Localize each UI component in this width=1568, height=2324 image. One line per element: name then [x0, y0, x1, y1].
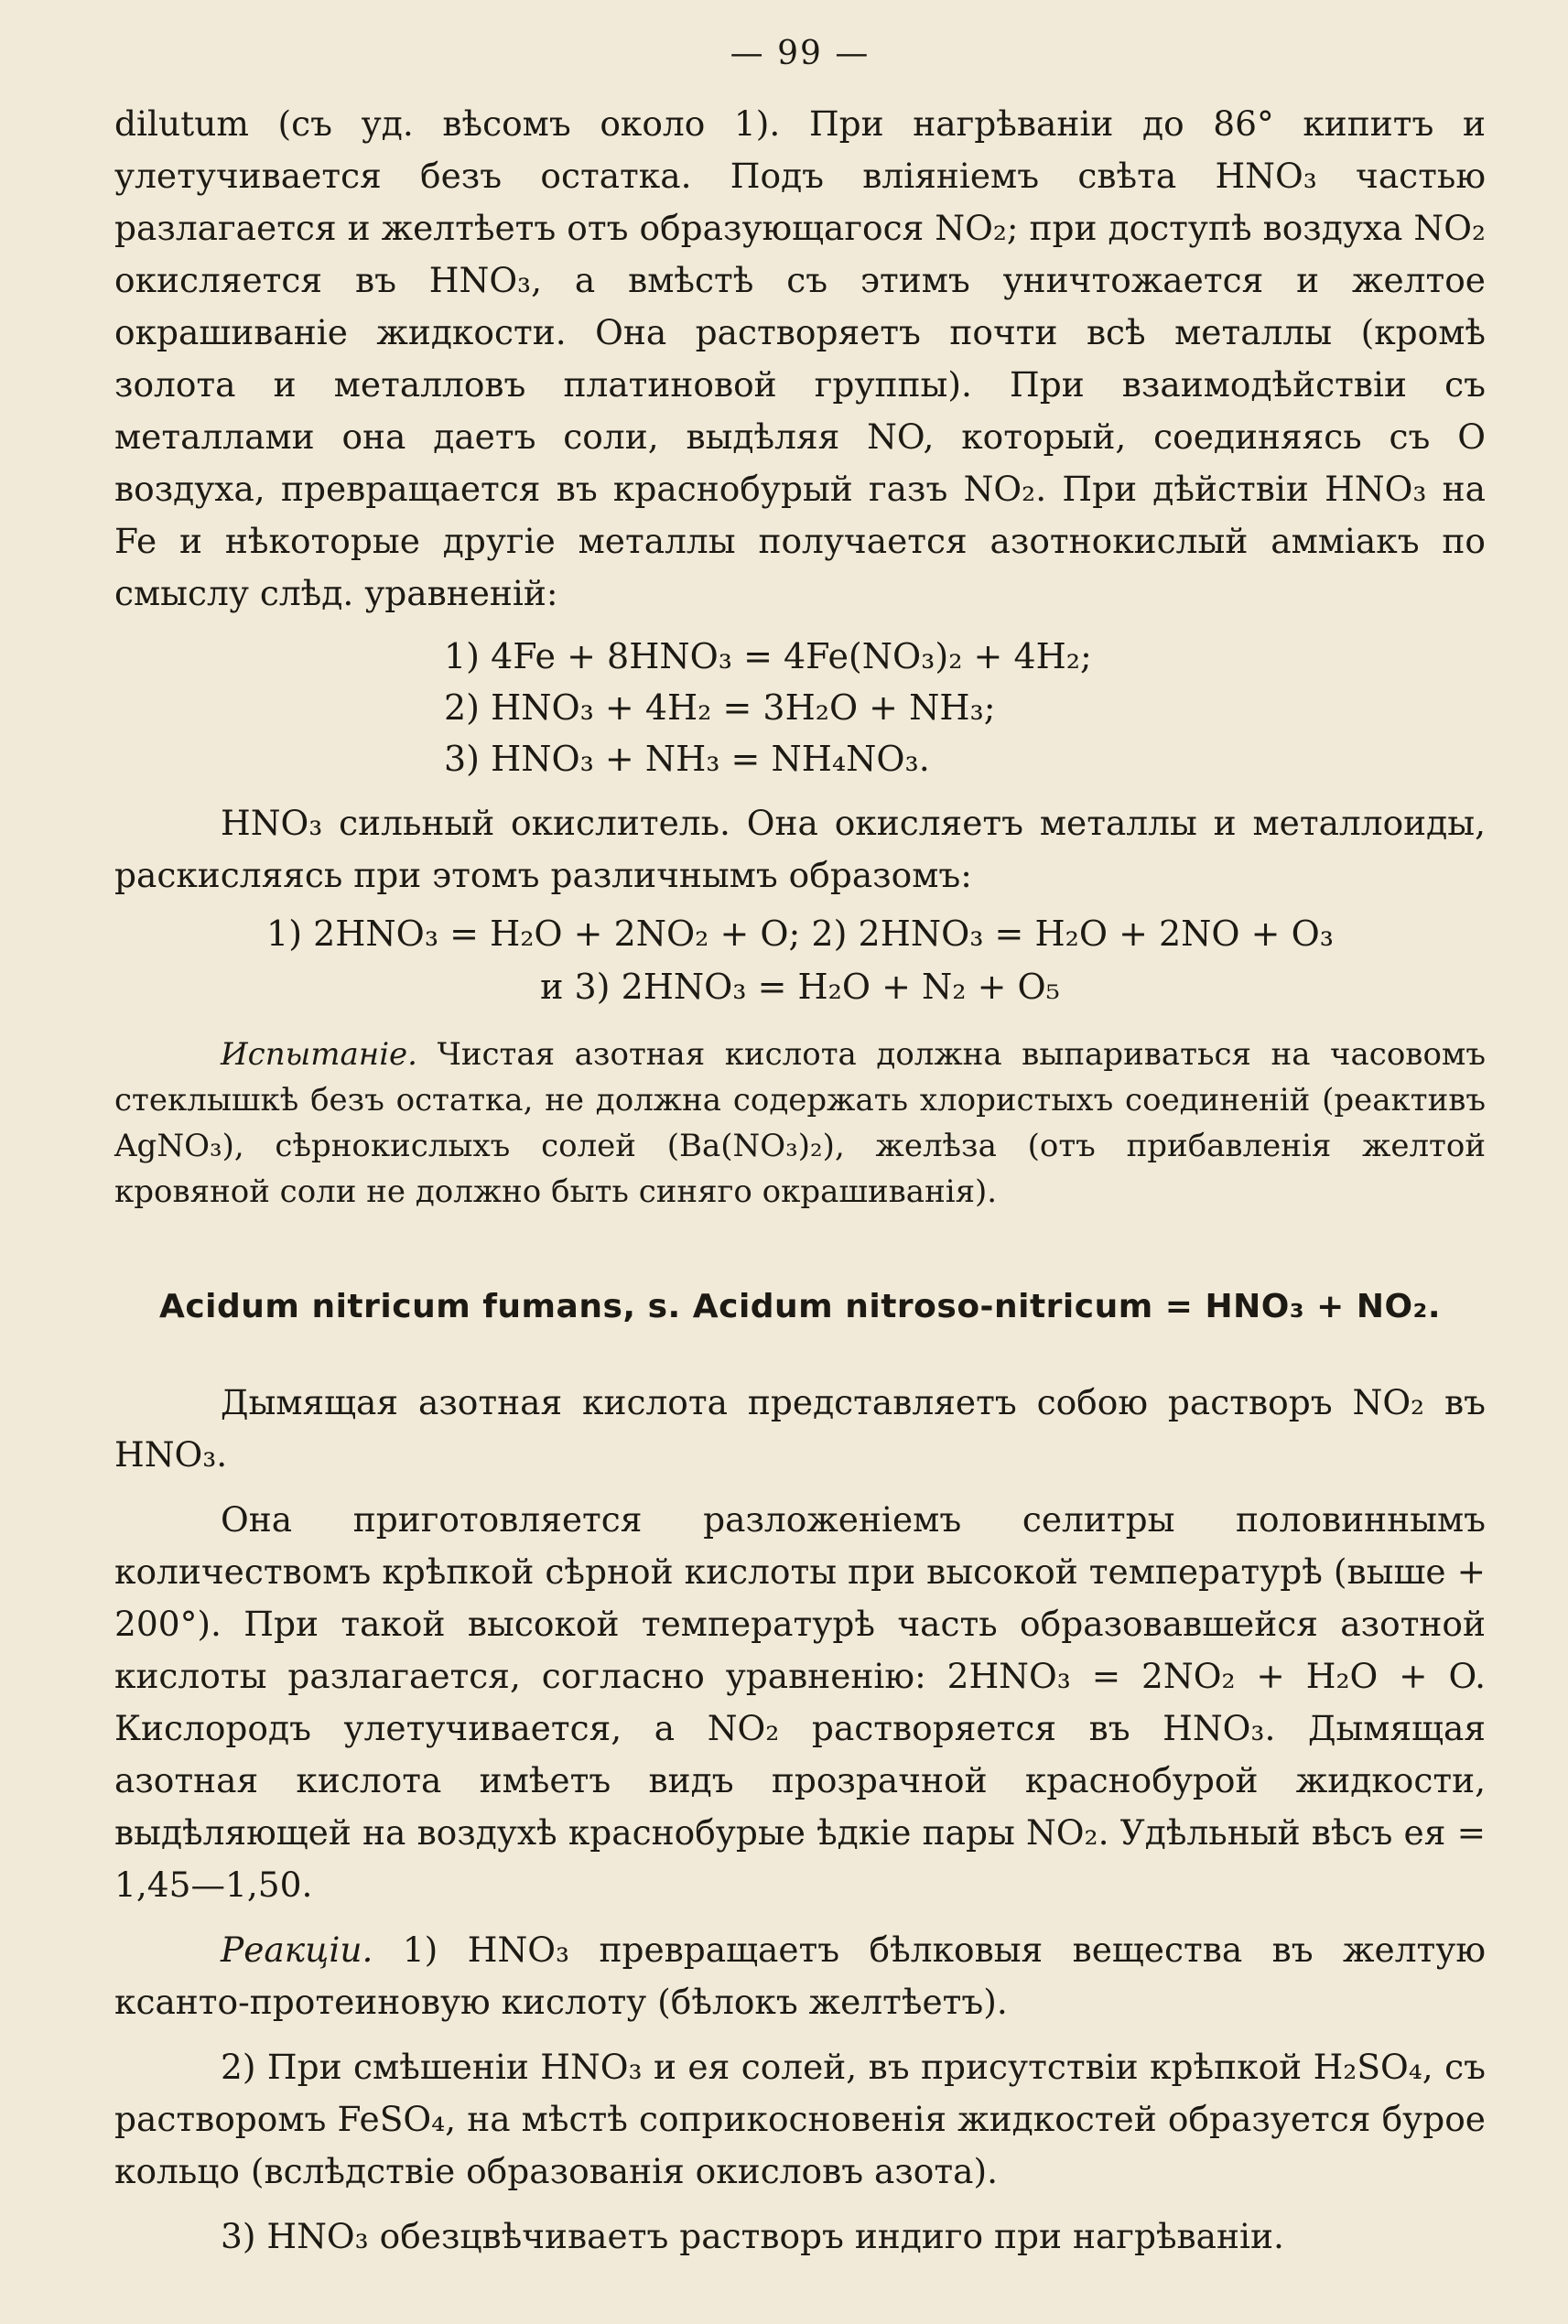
note-label: Испытаніе. — [221, 1036, 417, 1073]
note-text: Чистая азотная кислота должна выпариваться на часовомъ стеклышкѣ безъ остатка, не должна содержать хлористыхъ соединеній (реактивъ AgNO₃), сѣрнокислыхъ солей (Ba(NO₃)₂), желѣза (отъ прибавленія желтой кровяной соли не должно быть синяго окрашиванія). — [114, 1036, 1486, 1210]
paragraph-oxidizer: HNO₃ сильный окислитель. Она окисляетъ металлы и металлоиды, раскисляясь при этомъ различнымъ образомъ: — [114, 803, 1486, 895]
equations-block-1 — [444, 631, 1486, 784]
paragraph-reaction-2: 2) При смѣшеніи HNO₃ и ея солей, въ присутствіи крѣпкой H₂SO₄, съ растворомъ FeSO₄, на мѣстѣ соприкосновенія жидкостей образуется бурое кольцо (вслѣдствіе образованія окисловъ азота). — [114, 2047, 1486, 2191]
paragraph-nitric-acid-properties: dilutum (съ уд. вѣсомъ около 1). При нагрѣваніи до 86° кипитъ и улетучивается безъ остатка. Подъ вліяніемъ свѣта HNO₃ частью разлагается и желтѣетъ отъ образующагося NO₂; при доступѣ воздуха NO₂ окисляется въ HNO₃, а вмѣстѣ съ этимъ уничтожается и желтое окрашиваніе жидкости. Она растворяетъ почти всѣ металлы (кромѣ золота и металловъ платиновой группы). При взаимодѣйствіи съ металлами она даетъ соли, выдѣляя NO, который, соединяясь съ О воздуха, превращается въ краснобурый газъ NO₂. При дѣйствіи HNO₃ на Fe и нѣкоторые другіе металлы получается азотнокислый амміакъ по смыслу слѣд. уравненій: — [114, 103, 1486, 613]
paragraph-preparation: Она приготовляется разложеніемъ селитры половиннымъ количествомъ крѣпкой сѣрной кислоты при высокой температурѣ (выше + 200°). При такой высокой температурѣ часть образовавшейся азотной кислоты разлагается, согласно уравненію: 2HNO₃ = 2NO₂ + H₂O + O. Кислородъ улетучивается, а NO₂ растворяется въ HNO₃. Дымящая азотная кислота имѣетъ видъ прозрачной краснобурой жидкости, выдѣляющей на воздухѣ краснобурые ѣдкіе пары NO₂. Удѣльный вѣсъ ея = 1,45—1,50. — [114, 1499, 1486, 1905]
equation-line: 1) 4Fe + 8HNO₃ = 4Fe(NO₃)₂ + 4H₂; — [444, 636, 1092, 676]
page-number: — 99 — — [730, 35, 871, 72]
reactions-text: 1) HNO₃ превращаетъ бѣлковыя вещества въ желтую ксанто-протеиновую кислоту (бѣлокъ желтѣетъ). — [114, 1929, 1486, 2022]
equation-line: 2) HNO₃ + 4H₂ = 3H₂O + NH₃; — [444, 687, 996, 728]
section-heading: Acidum nitricum fumans, s. Acidum nitroso-nitricum = HNO₃ + NO₂. — [158, 1288, 1442, 1325]
equation-line: 1) 2HNO₃ = H₂O + 2NO₂ + O; 2) 2HNO₃ = H₂O + 2NO + O₃ — [266, 913, 1334, 954]
paragraph-reaction-3: 3) HNO₃ обезцвѣчиваетъ растворъ индиго при нагрѣваніи. — [221, 2216, 1284, 2256]
note-testing — [114, 1032, 1486, 1215]
equation-line: и 3) 2HNO₃ = H₂O + N₂ + O₅ — [540, 967, 1060, 1007]
reactions-label: Реакціи. — [221, 1929, 373, 1970]
equation-line: 3) HNO₃ + NH₃ = NH₄NO₃. — [444, 739, 930, 779]
paragraph-reactions — [114, 1924, 1486, 2028]
paragraph-fuming-definition: Дымящая азотная кислота представляетъ собою растворъ NO₂ въ HNO₃. — [114, 1382, 1486, 1475]
equations-block-2 — [114, 907, 1486, 1013]
